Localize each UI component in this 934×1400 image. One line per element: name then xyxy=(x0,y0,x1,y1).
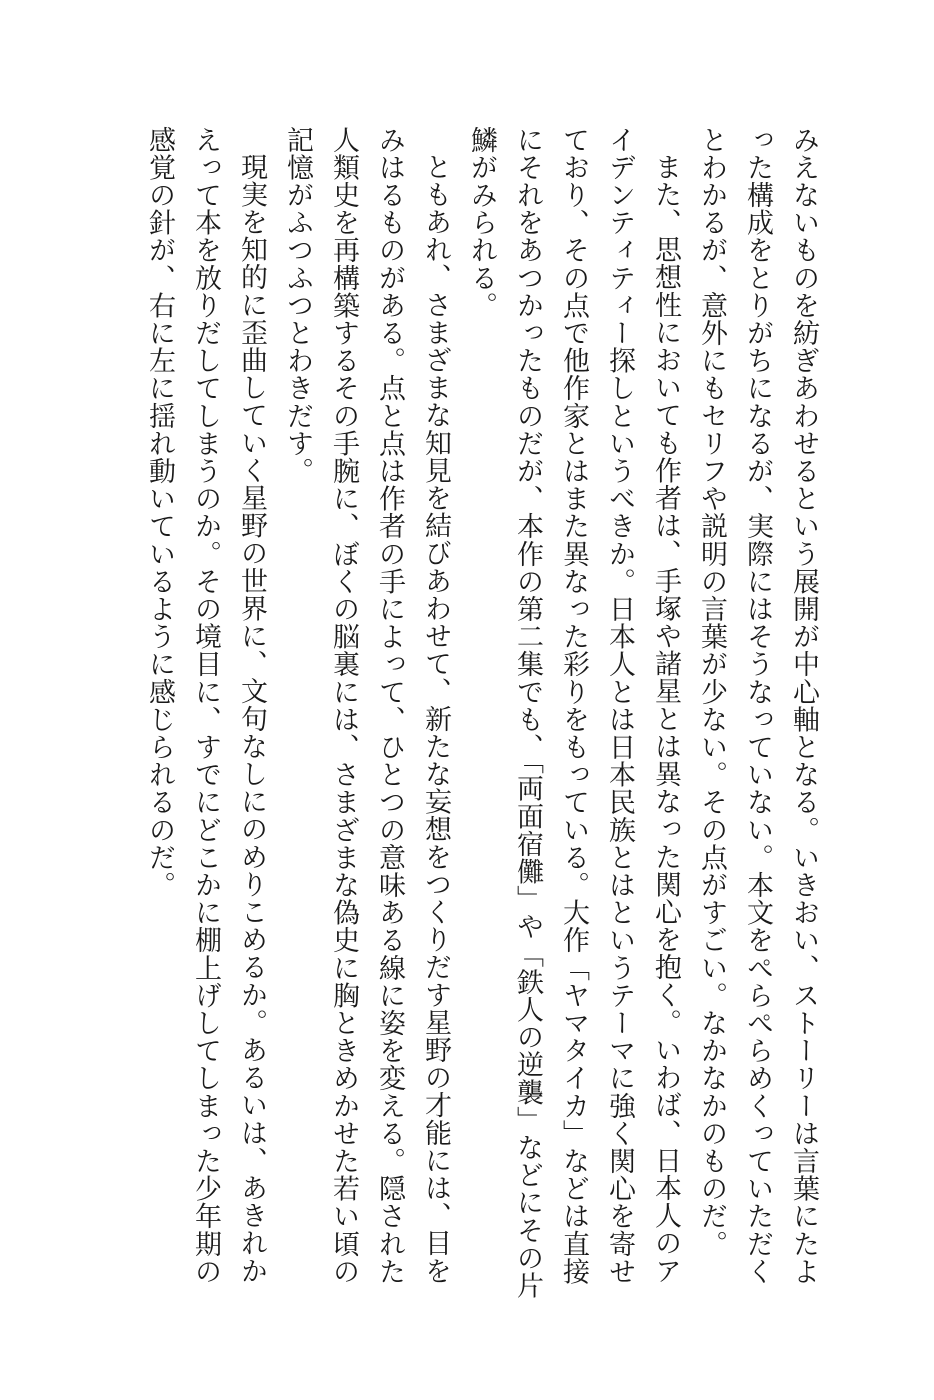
paragraph-2: また、思想性においても作者は、手塚や諸星とは異なった関心を抱く。いわば、日本人のアイデンティティー探しというべきか。日本人とは日本民族とはというテーマに強く関心を寄せており、その点で他作家とはまた異なった彩りをもっている。大作「ヤマタイカ」などは直接にそれをあつかったものだが、本作の第二集でも、「両面宿儺」や「鉄人の逆襲」などにその片鱗がみられる。 xyxy=(466,126,681,1300)
paragraph-4: 現実を知的に歪曲していく星野の世界に、文句なしにのめりこめるか。あるいは、あきれかえって本を放りだしてしまうのか。その境目に、すでにどこかに棚上げしてしまった少年期の感覚の針が、右に左に揺れ動いているように感じられるのだ。 xyxy=(144,126,267,1286)
paragraph-1: みえないものを紡ぎあわせるという展開が中心軸となる。いきおい、ストーリーは言葉にたよった構成をとりがちになるが、実際にはそうなっていない。本文をぺらぺらめくっていただくとわかるが、意外にもセリフや説明の言葉が少ない。その点がすごい。なかなかのものだ。 xyxy=(696,126,819,1286)
paragraph-3: ともあれ、さまざまな知見を結びあわせて、新たな妄想をつくりだす星野の才能には、目をみはるものがある。点と点は作者の手によって、ひとつの意味ある線に姿を変える。隠された人類史を再構築するその手腕に、ぼくの脳裏には、さまざまな偽史に胸ときめかせた若い頃の記憶がふつふつとわきだす。 xyxy=(282,126,451,1286)
vertical-text-block xyxy=(86,126,826,1306)
